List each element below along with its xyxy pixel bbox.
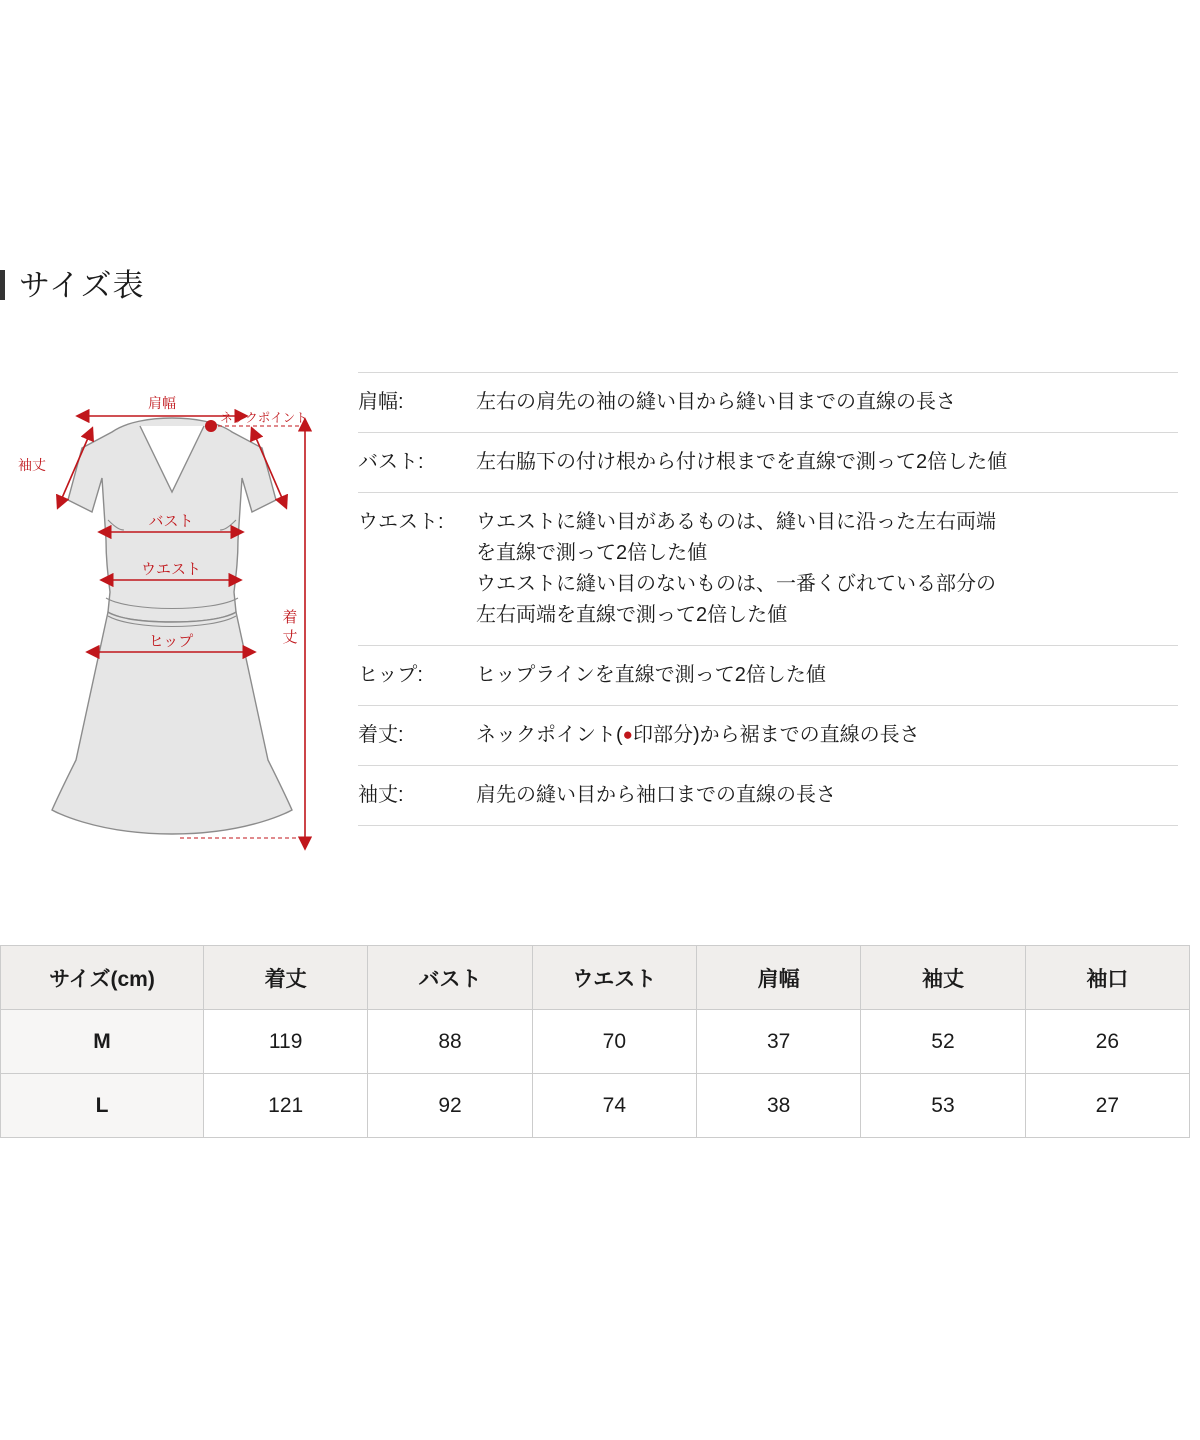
definition-suffix: 印部分)から裾までの直線の長さ xyxy=(632,724,920,746)
definition-term: ウエスト: xyxy=(358,511,444,533)
definition-line: を直線で測って2倍した値 xyxy=(476,542,708,564)
definition-term: 着丈: xyxy=(358,724,404,746)
table-header-cell: 肩幅 xyxy=(696,946,860,1010)
svg-text:袖丈: 袖丈 xyxy=(18,457,46,473)
table-header-cell: 袖口 xyxy=(1025,946,1189,1010)
definition-row xyxy=(358,766,1178,826)
table-header-cell: バスト xyxy=(368,946,532,1010)
definition-description xyxy=(476,720,1178,751)
dress-outline xyxy=(52,418,292,834)
title-text: サイズ表 xyxy=(19,267,145,303)
definition-row xyxy=(358,706,1178,766)
table-cell: 26 xyxy=(1025,1010,1189,1074)
table-cell: 119 xyxy=(204,1010,368,1074)
page-title xyxy=(0,262,145,308)
definition-row xyxy=(358,372,1178,433)
definition-term: ヒップ: xyxy=(358,664,423,686)
definition-term: バスト: xyxy=(358,451,424,473)
definition-line: ウエストに縫い目のないものは、一番くびれている部分の xyxy=(476,573,996,595)
table-header-row xyxy=(1,946,1190,1010)
dress-diagram xyxy=(0,360,345,905)
size-table-head xyxy=(1,946,1190,1010)
svg-text:着: 着 xyxy=(282,609,298,626)
table-cell: 70 xyxy=(532,1010,696,1074)
table-cell: 53 xyxy=(861,1074,1025,1138)
size-table-body xyxy=(1,1010,1190,1138)
definition-line: 左右両端を直線で測って2倍した値 xyxy=(476,604,788,626)
definition-description xyxy=(476,507,1178,631)
definition-description xyxy=(476,780,1178,811)
neck-point-dot-icon: ● xyxy=(622,725,633,744)
definition-row xyxy=(358,493,1178,646)
definition-term: 肩幅: xyxy=(358,391,404,413)
svg-text:丈: 丈 xyxy=(282,629,298,646)
definition-line: 肩先の縫い目から袖口までの直線の長さ xyxy=(476,784,836,806)
definition-description xyxy=(476,447,1178,478)
table-cell: 88 xyxy=(368,1010,532,1074)
table-header-cell: 着丈 xyxy=(204,946,368,1010)
table-cell: 52 xyxy=(861,1010,1025,1074)
table-cell: 74 xyxy=(532,1074,696,1138)
svg-text:ヒップ: ヒップ xyxy=(148,633,194,650)
table-row xyxy=(1,1074,1190,1138)
table-cell: 38 xyxy=(696,1074,860,1138)
shoulder-measure xyxy=(88,395,236,416)
table-cell-size: M xyxy=(1,1010,204,1074)
svg-text:ネックポイント: ネックポイント xyxy=(220,411,308,425)
table-cell-size: L xyxy=(1,1074,204,1138)
definition-line: ウエストに縫い目があるものは、縫い目に沿った左右両端 xyxy=(476,511,996,533)
definition-line: ヒップラインを直線で測って2倍した値 xyxy=(476,664,826,686)
definition-line-dress-length xyxy=(476,720,1178,751)
size-table xyxy=(0,945,1190,1138)
table-cell: 92 xyxy=(368,1074,532,1138)
definition-row xyxy=(358,646,1178,706)
definition-description xyxy=(476,660,1178,691)
definition-row xyxy=(358,433,1178,493)
title-accent-bar xyxy=(0,270,5,300)
svg-text:肩幅: 肩幅 xyxy=(148,395,176,411)
definition-term: 袖丈: xyxy=(358,784,404,806)
definition-prefix: ネックポイント( xyxy=(476,724,623,746)
table-header-cell: サイズ(cm) xyxy=(1,946,204,1010)
definition-line: 左右脇下の付け根から付け根までを直線で測って2倍した値 xyxy=(476,451,1008,473)
measurement-definitions xyxy=(358,372,1178,826)
svg-text:ウエスト: ウエスト xyxy=(140,561,202,578)
table-header-cell: 袖丈 xyxy=(861,946,1025,1010)
definition-line: 左右の肩先の袖の縫い目から縫い目までの直線の長さ xyxy=(476,391,956,413)
table-row xyxy=(1,1010,1190,1074)
svg-text:バスト: バスト xyxy=(148,513,194,530)
table-header-cell: ウエスト xyxy=(532,946,696,1010)
table-cell: 121 xyxy=(204,1074,368,1138)
table-cell: 37 xyxy=(696,1010,860,1074)
table-cell: 27 xyxy=(1025,1074,1189,1138)
definition-description xyxy=(476,387,1178,418)
